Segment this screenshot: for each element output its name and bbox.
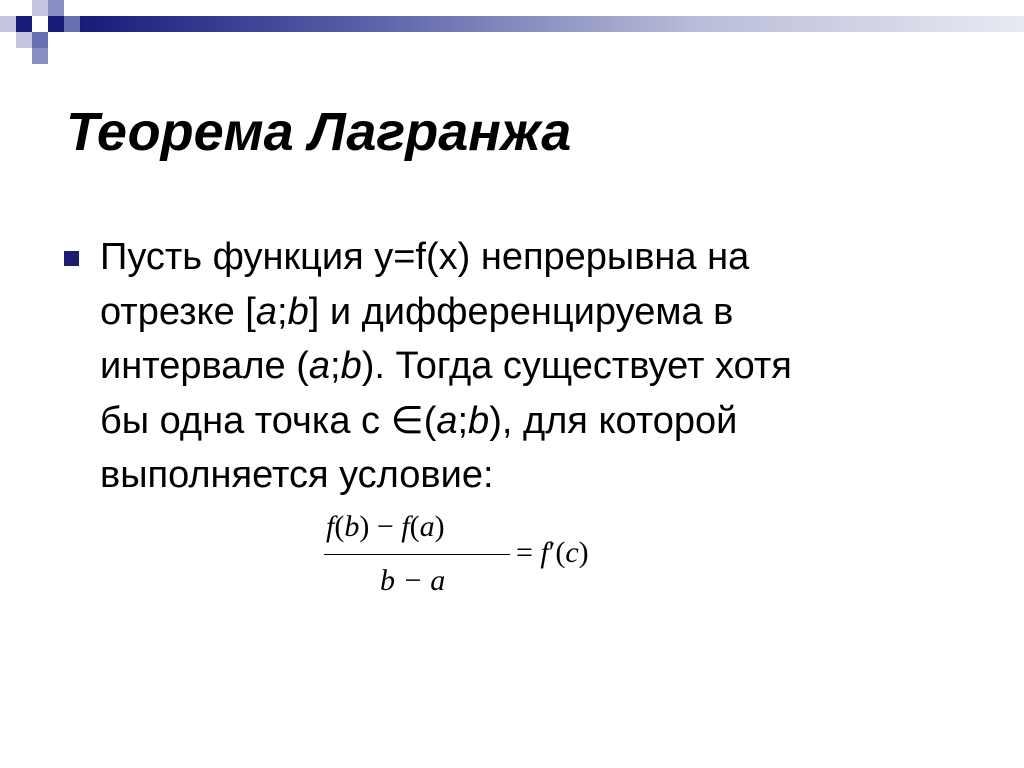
deco-square: [0, 16, 16, 32]
bullet-text: [100, 230, 980, 503]
slide-title: Теорема Лагранжа: [66, 102, 572, 162]
text-segment: ;: [330, 345, 341, 387]
text-segment: интервале (: [100, 345, 309, 387]
bullet-line-1: Пусть функция y=f(x) непрерывна на: [100, 236, 750, 278]
bullet-line-4: [100, 394, 980, 449]
deco-square: [48, 0, 64, 16]
text-segment: отрезке [: [100, 290, 256, 333]
deco-square: [16, 16, 32, 32]
formula-denominator: b − a: [380, 564, 446, 597]
deco-square: [32, 32, 48, 48]
formula-symbol: −: [369, 510, 402, 543]
bullet-line-5: выполняется условие:: [100, 454, 494, 496]
variable-a: a: [436, 399, 458, 442]
deco-square: [16, 32, 32, 48]
formula-symbol: ): [578, 536, 589, 569]
formula-right-side: [516, 536, 589, 570]
formula-symbol: (: [555, 536, 566, 569]
variable-a: a: [255, 290, 277, 333]
text-segment: бы одна точка с: [100, 399, 391, 442]
deco-gradient-bar: [80, 16, 1024, 32]
bullet-square-icon: [64, 251, 79, 266]
formula-symbol: ′: [548, 536, 556, 569]
formula-numerator: [326, 510, 445, 544]
element-of-symbol: ∈: [390, 399, 424, 442]
bullet-line-3: [100, 339, 980, 394]
variable-b: b: [468, 399, 490, 442]
formula-symbol: f: [401, 510, 410, 543]
formula-symbol: ): [434, 510, 445, 543]
formula-symbol: c: [565, 536, 579, 569]
text-segment: (: [423, 399, 437, 442]
fraction-line: [324, 554, 510, 555]
formula-symbol: (: [409, 510, 420, 543]
text-segment: ] и дифференцируема в: [308, 290, 734, 333]
deco-square: [32, 0, 48, 16]
bullet-line-2: [100, 285, 980, 340]
formula-symbol: a: [419, 510, 435, 543]
lagrange-formula: [324, 510, 644, 606]
deco-square: [48, 16, 64, 32]
formula-symbol: =: [516, 536, 541, 569]
text-segment: ;: [277, 290, 288, 333]
deco-square: [32, 48, 48, 64]
text-segment: ). Тогда существует хотя: [361, 345, 792, 387]
formula-symbol: b: [344, 510, 360, 543]
deco-square: [64, 16, 80, 32]
variable-b: b: [287, 290, 309, 333]
formula-symbol: f: [326, 510, 335, 543]
variable-b: b: [340, 345, 362, 387]
text-segment: ;: [457, 399, 469, 442]
formula-symbol: f: [540, 536, 549, 569]
header-decoration: [0, 0, 1024, 64]
variable-a: a: [308, 345, 331, 387]
formula-symbol: (: [334, 510, 345, 543]
formula-symbol: ): [359, 510, 370, 543]
text-segment: ), для которой: [489, 399, 738, 442]
